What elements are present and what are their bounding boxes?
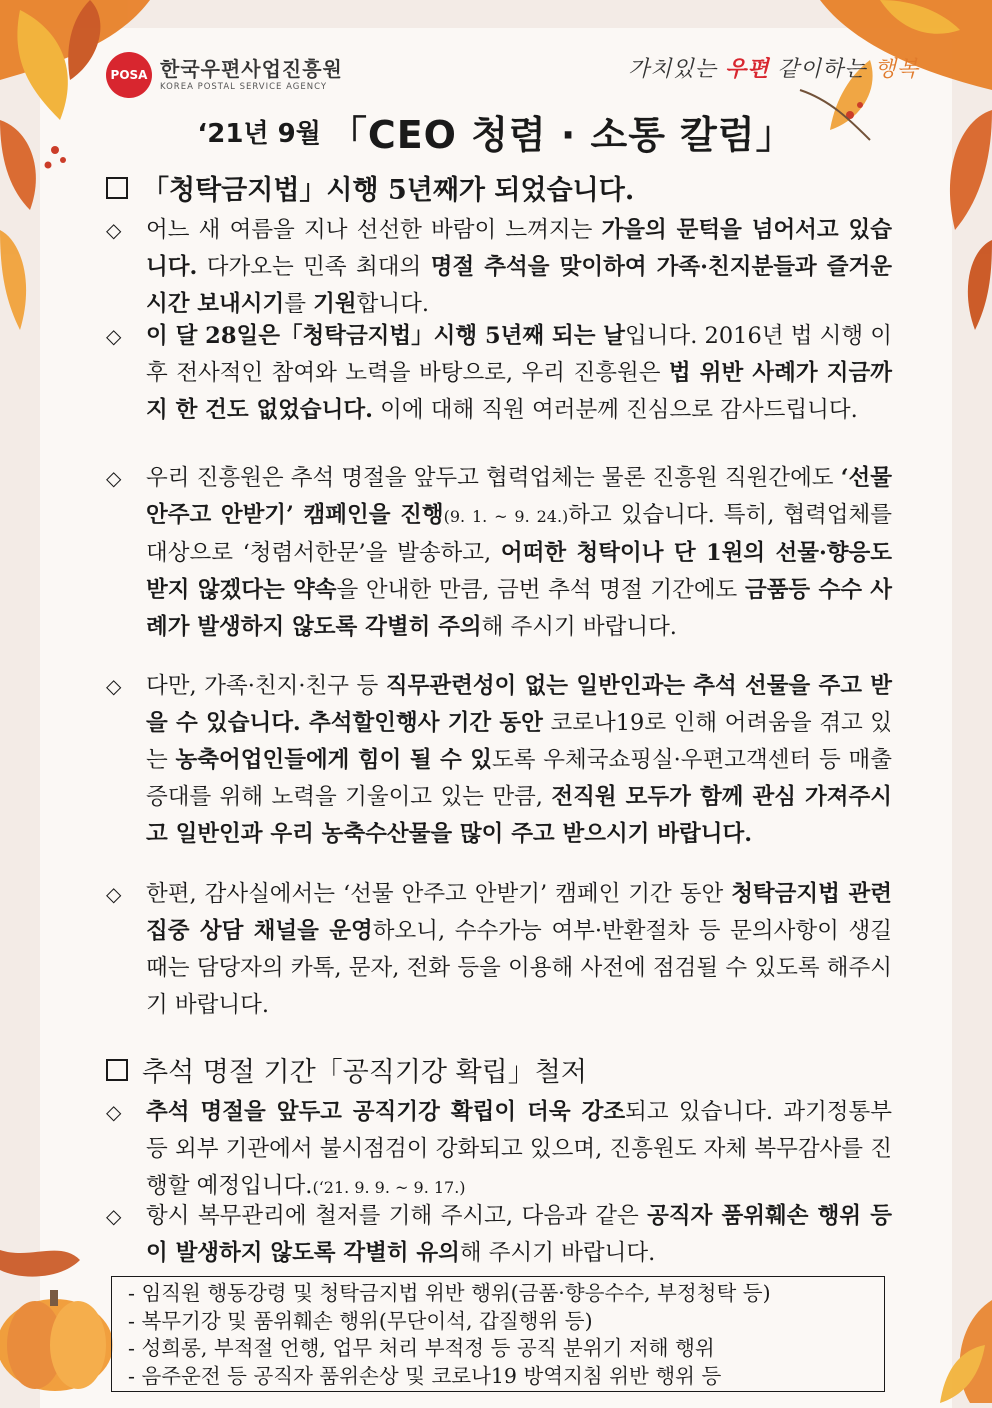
text-run: 하고 있습니다. 특히, 협력업체를 대상으로 ‘청렴서한문’을 발송하고, xyxy=(146,502,893,566)
section1-item-4 xyxy=(106,668,892,853)
logo-korean-name: 한국우편사업진흥원 xyxy=(160,57,343,81)
section1-heading-text: 「청탁금지법」시행 5년째가 되었습니다. xyxy=(142,175,635,206)
text-run: 이에 대해 직원 여러분께 진심으로 감사드립니다. xyxy=(372,397,858,423)
diamond-bullet-icon: ◇ xyxy=(106,324,122,348)
section1-heading xyxy=(106,168,634,207)
text-run: 코로나19로 인해 어려움을 겪고 있는 xyxy=(146,710,892,773)
text-run: 다만, 가족·친지·친구 등 xyxy=(146,673,386,699)
list-item: - 복무기강 및 품위훼손 행위(무단이석, 갑질행위 등) xyxy=(128,1308,593,1333)
section2-heading xyxy=(106,1050,587,1089)
agency-logo xyxy=(106,52,343,98)
text-run: 다가오는 민족 최대의 xyxy=(197,254,431,280)
diamond-bullet-icon: ◇ xyxy=(106,882,122,906)
section2-heading-text: 추석 명절 기간「공직기강 확립」철저 xyxy=(142,1057,587,1088)
slogan-part-1: 가치있는 xyxy=(628,57,726,82)
text-run: 합니다. xyxy=(356,291,429,317)
bold-run: 청탁금지법 관련 집중 상담 채널을 운영 xyxy=(146,881,892,944)
title-main: 「CEO 청렴 · 소통 칼럼」 xyxy=(328,113,795,157)
bold-run: 금품등 수수 사례가 발생하지 않도록 각별히 주의 xyxy=(146,577,893,640)
text-run: 를 xyxy=(284,291,314,317)
bold-run: 직무관련성이 없는 일반인과는 추석 선물을 주고 받을 수 있습니다. 추석할인행사 기간 동안 xyxy=(146,673,892,736)
bold-run: 농축어업인들에게 힘이 될 수 있 xyxy=(175,747,492,773)
violation-list-box xyxy=(111,1276,885,1392)
slogan xyxy=(628,52,919,83)
bottom-right-leaves xyxy=(940,1300,992,1403)
bold-run: 어떠한 청탁이나 단 1원의 선물·향응도 받지 않겠다는 약속 xyxy=(146,540,892,603)
section1-item-2 xyxy=(106,318,892,429)
text-run: 항시 복무관리에 철저를 기해 주시고, 다음과 같은 xyxy=(146,1203,648,1229)
posa-logo-mark: POSA xyxy=(106,52,152,98)
section2-item-1 xyxy=(106,1094,892,1206)
slogan-part-2: 우편 xyxy=(725,57,770,82)
diamond-bullet-icon: ◇ xyxy=(106,1100,122,1124)
slogan-part-3: 같이하는 xyxy=(769,57,875,82)
text-run: 한편, 감사실에서는 ‘선물 안주고 안받기’ 캠페인 기간 동안 xyxy=(146,881,732,907)
section1-item-3 xyxy=(106,460,892,646)
bottom-left-pumpkin xyxy=(0,1250,113,1391)
text-run: 해 주시기 바랍니다. xyxy=(481,614,677,640)
page-title xyxy=(0,104,992,159)
list-item: - 성희롱, 부적절 언행, 업무 처리 부적정 등 공직 분위기 저해 행위 xyxy=(128,1336,715,1360)
bold-run: 기원 xyxy=(313,291,357,317)
checkbox-square-icon xyxy=(106,177,128,199)
section2-item-2 xyxy=(106,1198,892,1272)
title-date: ‘21년 9월 xyxy=(197,119,321,149)
list-item: - 임직원 행동강령 및 청탁금지법 위반 행위(금품·향응수수, 부정청탁 등) xyxy=(128,1281,771,1305)
section1-item-1 xyxy=(106,212,892,323)
date-range: (9. 1. ~ 9. 24.) xyxy=(443,507,569,526)
checkbox-square-icon xyxy=(106,1059,128,1081)
text-run: 도록 우체국쇼핑실·우편고객센터 등 매출증대를 위해 노력을 기울이고 있는 만큼, xyxy=(146,747,893,810)
bold-run: ‘선물 안주고 안받기’ 캠페인을 진행 xyxy=(146,465,892,528)
bold-run: 이 달 28일은「청탁금지법」시행 5년째 되는 날 xyxy=(146,323,626,349)
text-run: 입니다. 2016년 법 시행 이후 전사적인 참여와 노력을 바탕으로, 우리 진흥원은 xyxy=(146,323,892,386)
bold-run: 전직원 모두가 함께 관심 가져주시고 일반인과 우리 농축수산물을 많이 주고 받으시기 바랍니다. xyxy=(146,784,893,847)
diamond-bullet-icon: ◇ xyxy=(106,218,122,242)
bold-run: 명절 추석을 맞이하여 가족·친지분들과 즐거운 시간 보내시기 xyxy=(146,254,892,317)
logo-english-name: KOREA POSTAL SERVICE AGENCY xyxy=(160,82,328,92)
bold-run: 추석 명절을 앞두고 공직기강 확립이 더욱 강조 xyxy=(146,1099,626,1125)
date-range: (‘21. 9. 9. ~ 9. 17.) xyxy=(312,1178,466,1197)
text-run: 되고 있습니다. 과기정통부 등 외부 기관에서 불시점검이 강화되고 있으며, 진흥원도 자체 복무감사를 진행할 예정입니다. xyxy=(146,1099,893,1199)
text-run: 하오니, 수수가능 여부·반환절차 등 문의사항이 생길 때는 담당자의 카톡, 문자, 전화 등을 이용해 사전에 점검될 수 있도록 해주시기 바랍니다. xyxy=(146,918,892,1018)
slogan-part-4: 행복 xyxy=(874,57,920,82)
text-run: 해 주시기 바랍니다. xyxy=(459,1240,656,1266)
bold-run: 법 위반 사례가 지금까지 한 건도 없었습니다. xyxy=(146,360,892,423)
diamond-bullet-icon: ◇ xyxy=(106,466,122,490)
bold-run: 공직자 품위훼손 행위 등이 발생하지 않도록 각별히 유의 xyxy=(146,1203,892,1266)
logo-text xyxy=(160,57,343,93)
section1-item-5 xyxy=(106,876,892,1024)
diamond-bullet-icon: ◇ xyxy=(106,1204,122,1228)
bold-run: 가을의 문턱을 넘어서고 있습니다. xyxy=(146,217,892,280)
text-run: 을 안내한 만큼, 금번 추석 명절 기간에도 xyxy=(336,577,745,603)
text-run: 우리 진흥원은 추석 명절을 앞두고 협력업체는 물론 진흥원 직원간에도 xyxy=(146,465,841,491)
list-item: - 음주운전 등 공직자 품위손상 및 코로나19 방역지침 위반 행위 등 xyxy=(128,1363,722,1388)
text-run: 어느 새 여름을 지나 선선한 바람이 느껴지는 xyxy=(146,217,602,243)
diamond-bullet-icon: ◇ xyxy=(106,674,122,698)
